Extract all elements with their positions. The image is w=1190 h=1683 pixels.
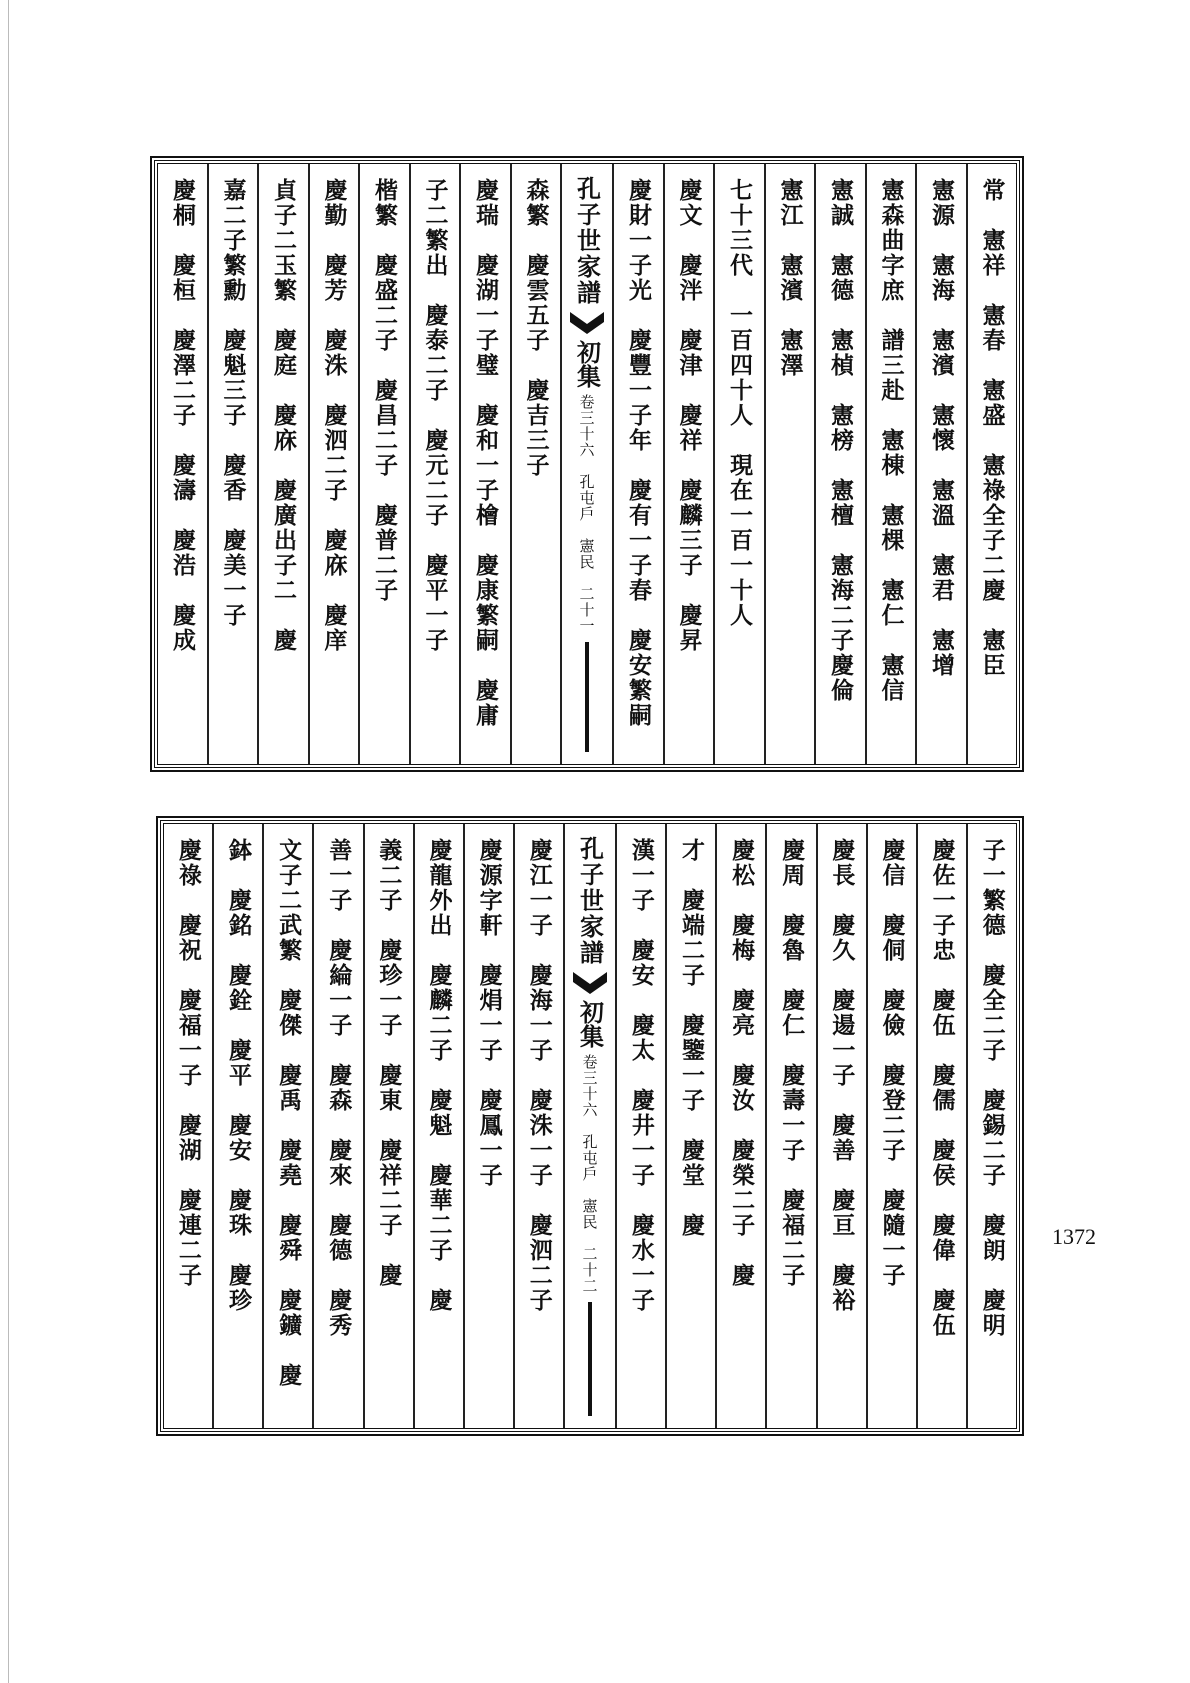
bottom-col-4: 慶長 慶久 慶逿一子 慶善 慶亘 慶裕 [816, 824, 866, 1428]
top-col-5: 憲江 憲濱 憲澤 [764, 164, 815, 764]
bottom-col-12: 義二子 慶珍一子 慶東 慶祥二子 慶 [363, 824, 413, 1428]
top-col-10: 慶瑞 慶湖一子璧 慶和一子檜 慶康繁嗣 慶庸 [459, 164, 510, 764]
bottom-col-8: 漢一子 慶安 慶太 慶井一子 慶水一子 [615, 824, 665, 1428]
top-col-11: 子二繁出 慶泰二子 慶元二子 慶平一子 [409, 164, 460, 764]
bottom-genealogy-panel [160, 820, 1020, 1432]
bottom-book-title: 孔子世家譜 [575, 836, 605, 966]
bottom-col-15: 鉢 慶銘 慶銓 慶平 慶安 慶珠 慶珍 [212, 824, 262, 1428]
bottom-col-6: 慶松 慶梅 慶亮 慶汝 慶榮二子 慶 [715, 824, 765, 1428]
bottom-col-10: 慶源字軒 慶焆一子 慶鳳一子 [463, 824, 513, 1428]
bottom-collection-title: 初集 [575, 1000, 605, 1048]
top-col-13: 慶勤 慶芳 慶洙 慶泗二子 慶庥 慶庠 [308, 164, 359, 764]
top-col-8: 慶財一子光 慶豐一子年 慶有一子春 慶安繁嗣 [612, 164, 663, 764]
fish-tail-mark-icon [573, 972, 607, 994]
bottom-col-11: 慶龍外出 慶麟二子 慶魁 慶華二子 慶 [413, 824, 463, 1428]
top-col-1: 常 憲祥 憲春 憲盛 憲祿全子二慶 憲臣 [966, 164, 1017, 764]
top-book-title: 孔子世家譜 [572, 176, 602, 306]
bottom-center-heading [563, 824, 615, 1428]
bottom-col-16: 慶祿 慶祝 慶福一子 慶湖 慶連二子 [174, 838, 202, 1288]
top-center-bar [585, 642, 589, 752]
fish-tail-mark-icon [570, 312, 604, 334]
top-col-6: 七十三代 一百四十人 現在一百一十人 [713, 164, 764, 764]
top-volume-info: 卷三十六 孔屯戶 憲民 二十一 [577, 394, 596, 634]
top-genealogy-panel [154, 160, 1020, 768]
top-col-4: 憲誠 憲德 憲楨 憲榜 憲檀 憲海二子慶倫 [814, 164, 865, 764]
bottom-col-9: 慶江一子 慶海一子 慶洙一子 慶泗二子 [513, 824, 563, 1428]
bottom-center-bar [588, 1302, 592, 1416]
bottom-col-1: 子一繁德 慶全二子 慶錫二子 慶朗 慶明 [966, 824, 1016, 1428]
bottom-col-2: 慶佐一子忠 慶伍 慶儒 慶侯 慶偉 慶伍 [916, 824, 966, 1428]
page-number: 1372 [1052, 1224, 1096, 1249]
top-col-12: 楷繁 慶盛二子 慶昌二子 慶普二子 [358, 164, 409, 764]
top-col-3: 憲森曲字庶 譜三赴 憲棟 憲棵 憲仁 憲信 [865, 164, 916, 764]
top-col-2: 憲源 憲海 憲濱 憲懷 憲溫 憲君 憲增 [915, 164, 966, 764]
top-col-7: 慶文 慶泮 慶津 慶祥 慶麟三子 慶昇 [663, 164, 714, 764]
top-center-heading [560, 164, 612, 764]
bottom-col-7: 才 慶端二子 慶鑒一子 慶堂 慶 [665, 824, 715, 1428]
top-col-14: 貞子二玉繁 慶庭 慶庥 慶廣出子二 慶 [257, 164, 308, 764]
bottom-col-3: 慶信 慶侗 慶儉 慶登二子 慶隨一子 [866, 824, 916, 1428]
top-col-16: 慶桐 慶桓 慶澤二子 慶濤 慶浩 慶成 [169, 178, 197, 653]
bottom-col-5: 慶周 慶魯 慶仁 慶壽一子 慶福二子 [765, 824, 815, 1428]
bottom-volume-info: 卷三十六 孔屯戶 憲民 二十二 [580, 1054, 599, 1294]
top-col-9: 森繁 慶雲五子 慶吉三子 [510, 164, 561, 764]
bottom-col-14: 文子二武繁 慶傑 慶禹 慶堯 慶舜 慶鑛 慶 [262, 824, 312, 1428]
top-collection-title: 初集 [572, 340, 602, 388]
bottom-col-13: 善一子 慶綸一子 慶森 慶來 慶德 慶秀 [312, 824, 362, 1428]
page-edge-line [8, 0, 9, 1683]
top-col-15: 嘉二子繁勳 慶魁三子 慶香 慶美一子 [207, 164, 258, 764]
